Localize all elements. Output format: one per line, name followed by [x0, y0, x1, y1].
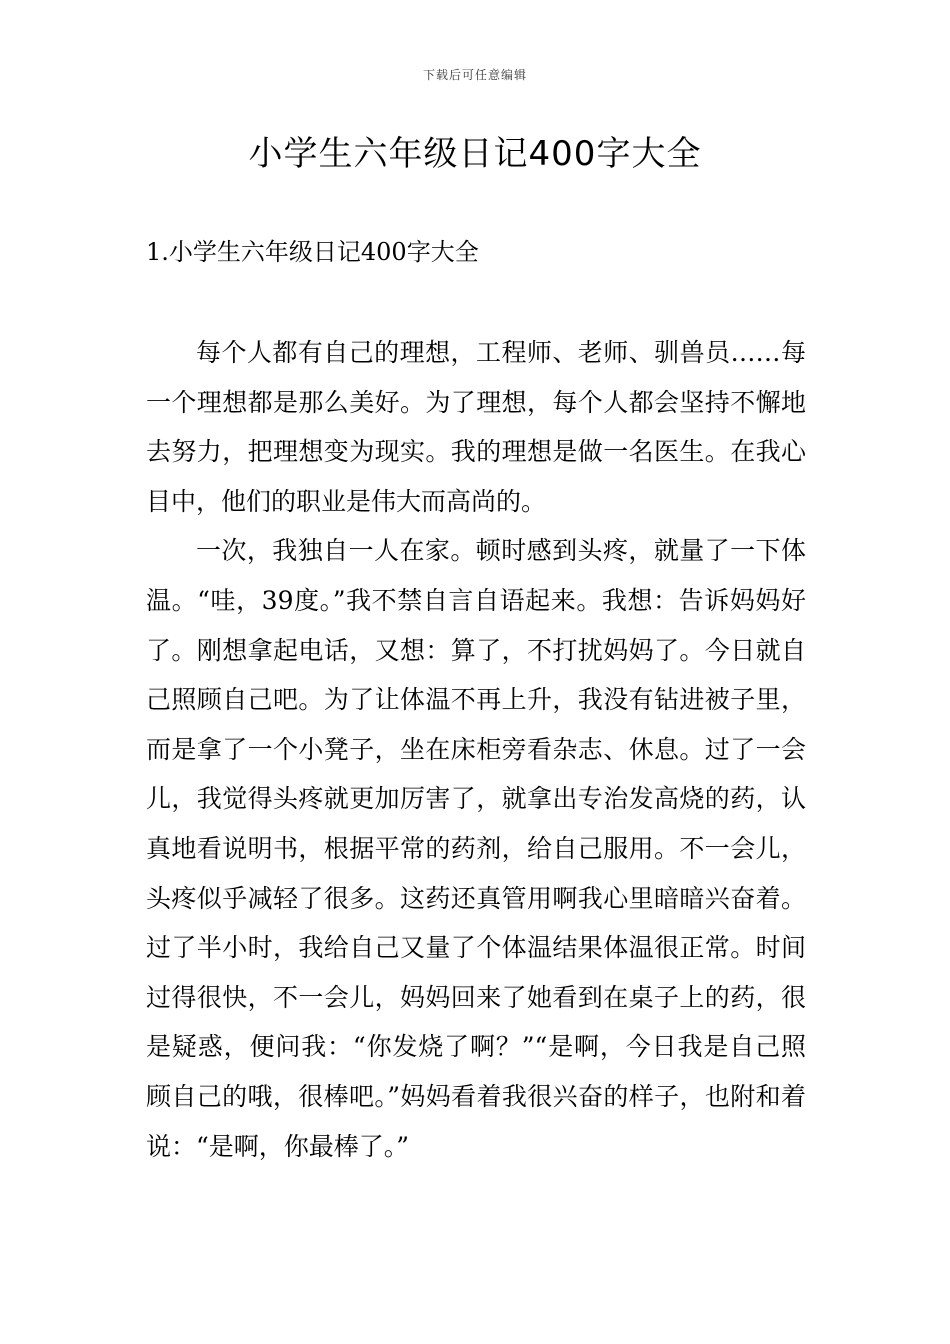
document-title: 小学生六年级日记400字大全 [248, 134, 702, 174]
paragraph-2: 一次，我独自一人在家。顿时感到头疼，就量了一下体温。“哇，39度。”我不禁自言自语起来。我想：告诉妈妈好了。刚想拿起电话，又想：算了，不打扰妈妈了。今日就自己照顾自己吧。为了让体温不再上升，我没有钻进被子里，而是拿了一个小凳子，坐在床柜旁看杂志、休息。过了一会儿，我觉得头疼就更加厉害了，就拿出专治发高烧的药，认真地看说明书，根据平常的药剂，给自己服用。不一会儿，头疼似乎减轻了很多。这药还真管用啊我心里暗暗兴奋着。过了半小时，我给自己又量了个体温结果体温很正常。时间过得很快，不一会儿，妈妈回来了她看到在桌子上的药，很是疑惑，便问我：“你发烧了啊？”“是啊，今日我是自己照顾自己的哦，很棒吧。”妈妈看着我很兴奋的样子，也附和着说：“是啊，你最棒了。” [146, 536, 806, 1161]
section-heading: 1.小学生六年级日记400字大全 [146, 238, 479, 266]
header-note: 下载后可任意编辑 [422, 68, 527, 82]
paragraph-1: 每个人都有自己的理想，工程师、老师、驯兽员……每一个理想都是那么美好。为了理想，每个人都会坚持不懈地去努力，把理想变为现实。我的理想是做一名医生。在我心目中，他们的职业是伟大而高尚的。 [146, 338, 806, 516]
body-text [146, 328, 806, 1171]
